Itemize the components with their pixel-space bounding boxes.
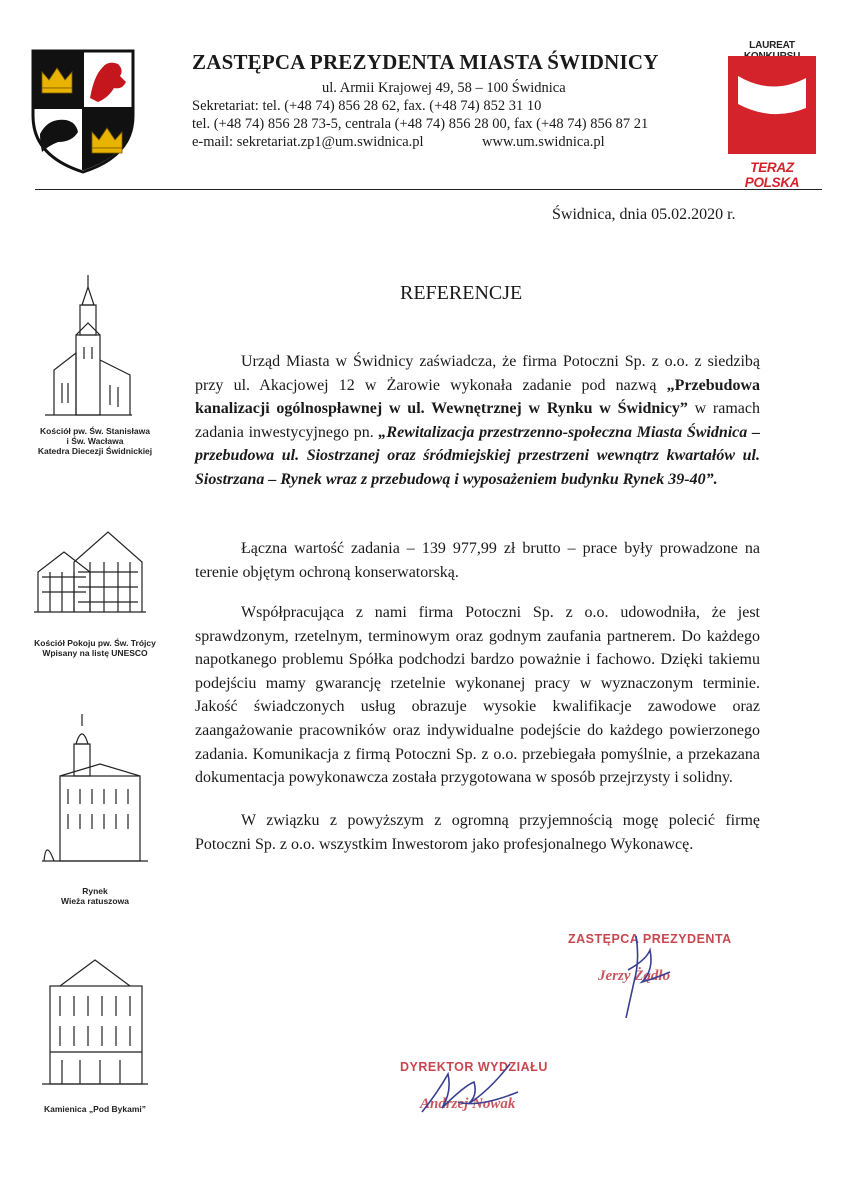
letterhead-address: ul. Armii Krajowej 49, 58 – 100 Świdnica <box>322 80 566 96</box>
task-name: „Przebudowa kanalizacji ogólnospławnej w ul. Wewnętrznej w Rynku w Świdnicy” <box>195 376 760 418</box>
intro-text-cont: w ramach zadania inwestycyjnego pn. <box>195 400 760 441</box>
paragraph-assessment <box>195 601 760 790</box>
letterhead-email: e-mail: sekretariat.zp1@um.swidnica.pl <box>192 134 424 150</box>
director-stamp-name: Andrzej Nowak <box>420 1096 516 1112</box>
deputy-stamp-title: ZASTĘPCA PREZYDENTA <box>568 932 732 946</box>
value-text: Łączna wartość zadania – 139 977,99 zł brutto – prace były prowadzone na terenie objętym ochroną konserwatorską. <box>195 540 760 581</box>
caption-line: i Św. Wacława <box>66 436 124 446</box>
recommendation-text: W związku z powyższym z ogromną przyjemnością mogę polecić firmę Potoczni Sp. z o.o. wszystkim Inwestorom jako profesjonalnego Wykonawcę. <box>195 812 760 853</box>
letterhead-title: ZASTĘPCA PREZYDENTA MIASTA ŚWIDNICY <box>192 50 659 74</box>
paragraph-intro <box>195 350 760 492</box>
cathedral-drawing <box>40 275 135 420</box>
header-divider <box>35 189 822 190</box>
caption-line: Wpisany na listę UNESCO <box>42 648 148 658</box>
caption-cathedral <box>20 426 170 456</box>
caption-town-hall <box>20 886 170 906</box>
intro-text: Urząd Miasta w Świdnicy zaświadcza, że firma Potoczni Sp. z o.o. z siedzibą przy ul. Akacjowej 12 w Żarowie wykonała zadanie pod nazwą <box>195 353 760 394</box>
town-hall-tower-drawing <box>40 714 150 869</box>
director-stamp-title: DYREKTOR WYDZIAŁU <box>400 1060 548 1074</box>
church-of-peace-drawing <box>34 522 146 622</box>
caption-line: Kościół Pokoju pw. Św. Trójcy <box>34 638 156 648</box>
coat-of-arms-logo <box>28 46 138 176</box>
pod-bykami-house-drawing <box>40 956 150 1091</box>
deputy-stamp-name: Jerzy Żądło <box>598 968 671 984</box>
document-date: Świdnica, dnia 05.02.2020 r. <box>552 206 736 223</box>
caption-pod-bykami <box>20 1104 170 1114</box>
director-signature <box>418 1052 528 1122</box>
assessment-text: Współpracująca z nami firma Potoczni Sp. z o.o. udowodniła, że jest sprawdzonym, rzetelnym, terminowym oraz godnym zaufania partnerem. Do każdego napotkanego problemu Spółka podchodzi bardzo poważnie i fachowo. Dzięki takiemu podejściu mamy gwarancję rzetelnie wykonanej pracy w wyznaczonym terminie. Jakość świadczonych usług obrazuje wysokie kwalifikacje zawodowe oraz zaangażowanie pracowników oraz indywidualne podejście do każdego powierzonego zadania. Komunikacja z firmą Potoczni Sp. z o.o. przebiegała pomyślnie, a przekazana dokumentacja powykonawcza została przygotowana w sposób przejrzysty i solidny. <box>195 604 760 787</box>
caption-church-of-peace <box>20 638 170 658</box>
paragraph-recommendation <box>195 809 760 856</box>
flag-icon <box>728 56 816 154</box>
teraz-polska-badge <box>722 40 822 190</box>
caption-line: Kamienica „Pod Bykami” <box>43 1104 147 1114</box>
investment-name: „Rewitalizacja przestrzenno-społeczna Miasta Świdnica – przebudowa ul. Siostrzanej oraz śródmiejskiej przestrzeni wewnątrz kwartałów ul. Siostrzana – Rynek wraz z przebudową i wyposażeniem budynku Rynek 39-40”. <box>195 423 760 488</box>
letterhead-phone-secretariat: Sekretariat: tel. (+48 74) 856 28 62, fax. (+48 74) 852 31 10 <box>192 98 542 114</box>
deputy-signature <box>606 930 686 1022</box>
letterhead-phone-central: tel. (+48 74) 856 28 73-5, centrala (+48 74) 856 28 00, fax (+48 74) 856 87 21 <box>192 116 649 132</box>
document-title: REFERENCJE <box>400 282 523 304</box>
caption-line: Wieża ratuszowa <box>61 896 129 906</box>
paragraph-value <box>195 537 760 584</box>
badge-bottom-label: TERAZ POLSKA <box>744 160 800 190</box>
badge-top-label: LAUREAT <box>749 40 795 51</box>
caption-line: Rynek <box>82 886 108 896</box>
caption-line: Katedra Diecezji Świdnickiej <box>37 446 153 456</box>
letterhead-website: www.um.swidnica.pl <box>482 134 605 150</box>
caption-line: Kościół pw. Św. Stanisława <box>40 426 150 436</box>
